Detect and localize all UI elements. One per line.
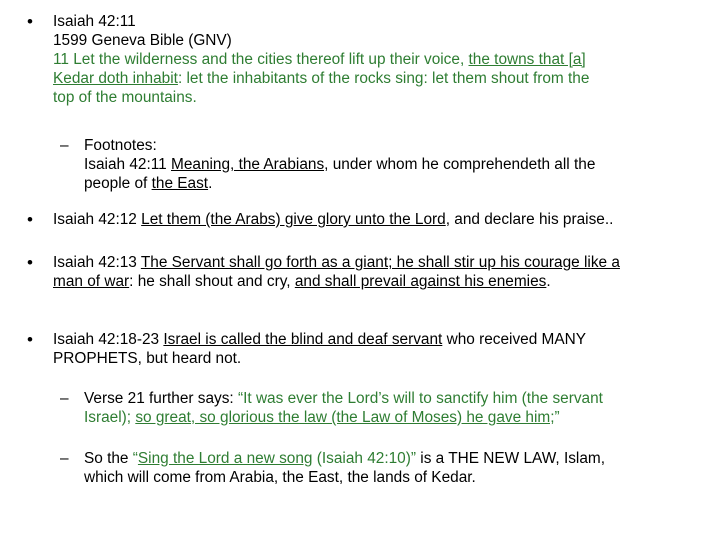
verse-21-quote-cont: Israel); (84, 409, 136, 426)
new-song-highlight: Sing the Lord a new song (137, 450, 313, 467)
footnote-period: . (208, 175, 213, 192)
open-quote: “ (132, 450, 138, 467)
footnote-text (84, 136, 704, 193)
bullet-marker: • (27, 253, 33, 272)
bullet-text (53, 253, 703, 291)
footnote-text-end: people of (84, 175, 152, 192)
verse-highlight-prevail: and shall prevail against his enemies (294, 273, 547, 290)
bullet-text (53, 210, 703, 229)
footnote-label: Footnotes: (84, 137, 157, 154)
verse-21-highlight: so great, so glorious the law (the Law of Moses) he gave him; (135, 409, 555, 426)
verse-text-cont: : let the inhabitants of the rocks sing: let them shout from the (177, 70, 590, 87)
verse-ref: Isaiah 42:18-23 (53, 331, 164, 348)
verse-highlight-cont: Kedar doth inhabit (53, 70, 178, 87)
dash-marker: – (60, 390, 69, 407)
footnote-highlight: Meaning, the Arabians, (171, 156, 329, 173)
verse-period: . (546, 273, 551, 290)
new-song-text-end: which will come from Arabia, the East, the lands of Kedar. (84, 469, 476, 486)
bullet-text (53, 330, 703, 368)
new-song-intro: So the (84, 450, 133, 467)
verse-21-quote: “It was ever the Lord’s will to sanctify him (the servant (237, 390, 603, 407)
bullet-marker: • (27, 12, 33, 31)
verse-21-text (84, 389, 704, 427)
verse-text: 11 Let the wilderness and the cities thereof lift up their voice, (53, 51, 469, 68)
verse-21-intro: Verse 21 further says: (84, 390, 238, 407)
verse-text-cont: PROPHETS, but heard not. (53, 350, 242, 367)
verse-text: , and declare his praise.. (445, 211, 614, 228)
verse-highlight: the towns that [a] (468, 51, 586, 68)
footnote-text-mid: under whom he comprehendeth all the (328, 156, 596, 173)
bullet-text (53, 12, 703, 107)
dash-marker: – (60, 450, 69, 467)
new-song-ref: (Isaiah 42:10) (312, 450, 411, 467)
verse-ref: Isaiah 42:13 (53, 254, 141, 271)
close-quote: ” (410, 450, 417, 467)
verse-highlight: Israel is called the blind and deaf servant (163, 331, 443, 348)
verse-text: who received MANY (442, 331, 587, 348)
verse-21-close-quote: ” (554, 409, 560, 426)
dash-marker: – (60, 137, 69, 154)
new-song-text (84, 449, 704, 487)
verse-highlight: The Servant shall go forth as a giant; he shall stir up his courage like a (140, 254, 620, 271)
bullet-marker: • (27, 330, 33, 349)
verse-ref: Isaiah 42:12 (53, 211, 142, 228)
verse-highlight: Let them (the Arabs) give glory unto the Lord (141, 211, 446, 228)
verse-text: : he shall shout and cry, (129, 273, 295, 290)
verse-highlight-war: man of war (53, 273, 130, 290)
footnote-highlight-east: the East (151, 175, 209, 192)
bullet-marker: • (27, 210, 33, 229)
verse-text-end: top of the mountains. (53, 89, 197, 106)
bible-version: 1599 Geneva Bible (GNV) (53, 32, 232, 49)
footnote-ref: Isaiah 42:11 (84, 156, 171, 173)
verse-ref: Isaiah 42:11 (53, 13, 136, 30)
new-song-text-post: is a THE NEW LAW, Islam, (416, 450, 606, 467)
